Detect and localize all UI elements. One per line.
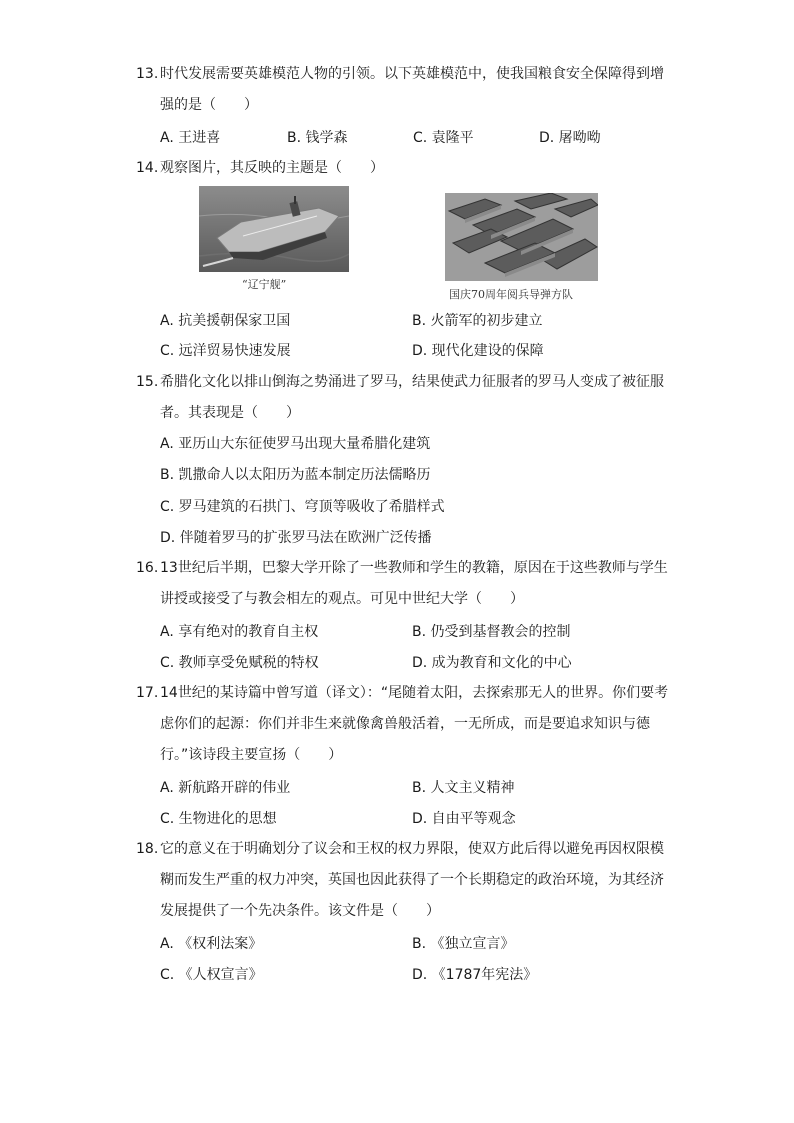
question-stem: 14世纪的某诗篇中曾写道（译文）：“尾随着太阳，去探索那无人的世界。你们要考虑你们的起源：你们并非生来就像禽兽般活着，一无所成，而是要追求知识与德行。”该诗段主要宣扬（ ） [160, 685, 669, 763]
option-d[interactable]: D. 《1787年宪法》 [412, 967, 538, 983]
question-stem: 它的意义在于明确划分了议会和王权的权力界限，使双方此后得以避免再因权限模糊而发生严重的权力冲突，英国也因此获得了一个长期稳定的政治环境，为其经济发展提供了一个先决条件。该文件是（ ） [160, 841, 664, 919]
question-number: 17. [136, 685, 159, 701]
photo-caption: 国庆70周年阅兵导弹方队 [449, 288, 573, 301]
option-d[interactable]: D. 伴随着罗马的扩张罗马法在欧洲广泛传播 [160, 530, 432, 546]
option-d[interactable]: D. 自由平等观念 [412, 811, 516, 827]
aircraft-carrier-photo [199, 186, 349, 272]
question-stem: 时代发展需要英雄模范人物的引领。以下英雄模范中，使我国粮食安全保障得到增强的是（ ） [160, 66, 664, 113]
question-18 [136, 834, 676, 927]
option-a[interactable]: A. 享有绝对的教育自主权 [160, 624, 319, 640]
option-a[interactable]: A. 《权利法案》 [160, 936, 263, 952]
question-number: 13. [136, 66, 159, 82]
option-b[interactable]: B. 凯撒命人以太阳历为蓝本制定历法儒略历 [160, 467, 431, 483]
option-a[interactable]: A. 亚历山大东征使罗马出现大量希腊化建筑 [160, 436, 431, 452]
option-a[interactable]: A. 新航路开辟的伟业 [160, 780, 291, 796]
option-b[interactable]: B. 仍受到基督教会的控制 [412, 624, 571, 640]
option-c[interactable]: C. 生物进化的思想 [160, 811, 277, 827]
question-number: 14. [136, 160, 159, 176]
question-15 [136, 367, 676, 429]
photo-caption: “辽宁舰” [242, 278, 287, 291]
question-stem: 希腊化文化以排山倒海之势涌进了罗马，结果使武力征服者的罗马人变成了被征服者。其表现是（ ） [160, 374, 664, 421]
option-a[interactable]: A. 王进喜 [160, 130, 221, 146]
option-c[interactable]: C. 教师享受免赋税的特权 [160, 655, 319, 671]
option-c[interactable]: C. 远洋贸易快速发展 [160, 343, 291, 359]
option-d[interactable]: D. 成为教育和文化的中心 [412, 655, 572, 671]
option-d[interactable]: D. 屠呦呦 [539, 130, 601, 146]
question-number: 16. [136, 560, 159, 576]
option-c[interactable]: C. 罗马建筑的石拱门、穹顶等吸收了希腊样式 [160, 499, 445, 515]
question-number: 15. [136, 374, 159, 390]
question-16 [136, 553, 676, 615]
option-a[interactable]: A. 抗美援朝保家卫国 [160, 313, 291, 329]
question-number: 18. [136, 841, 159, 857]
question-17 [136, 678, 676, 771]
question-14 [136, 153, 676, 184]
question-13 [136, 59, 676, 121]
question-stem: 13世纪后半期，巴黎大学开除了一些教师和学生的教籍，原因在于这些教师与学生讲授或接受了与教会相左的观点。可见中世纪大学（ ） [160, 560, 668, 607]
option-b[interactable]: B. 火箭军的初步建立 [412, 313, 543, 329]
missile-convoy-photo [445, 193, 598, 281]
option-b[interactable]: B. 钱学森 [287, 130, 348, 146]
question-stem: 观察图片，其反映的主题是（ ） [160, 160, 384, 176]
option-b[interactable]: B. 人文主义精神 [412, 780, 515, 796]
option-b[interactable]: B. 《独立宣言》 [412, 936, 515, 952]
option-c[interactable]: C. 《人权宣言》 [160, 967, 263, 983]
option-d[interactable]: D. 现代化建设的保障 [412, 343, 544, 359]
option-c[interactable]: C. 袁隆平 [413, 130, 474, 146]
